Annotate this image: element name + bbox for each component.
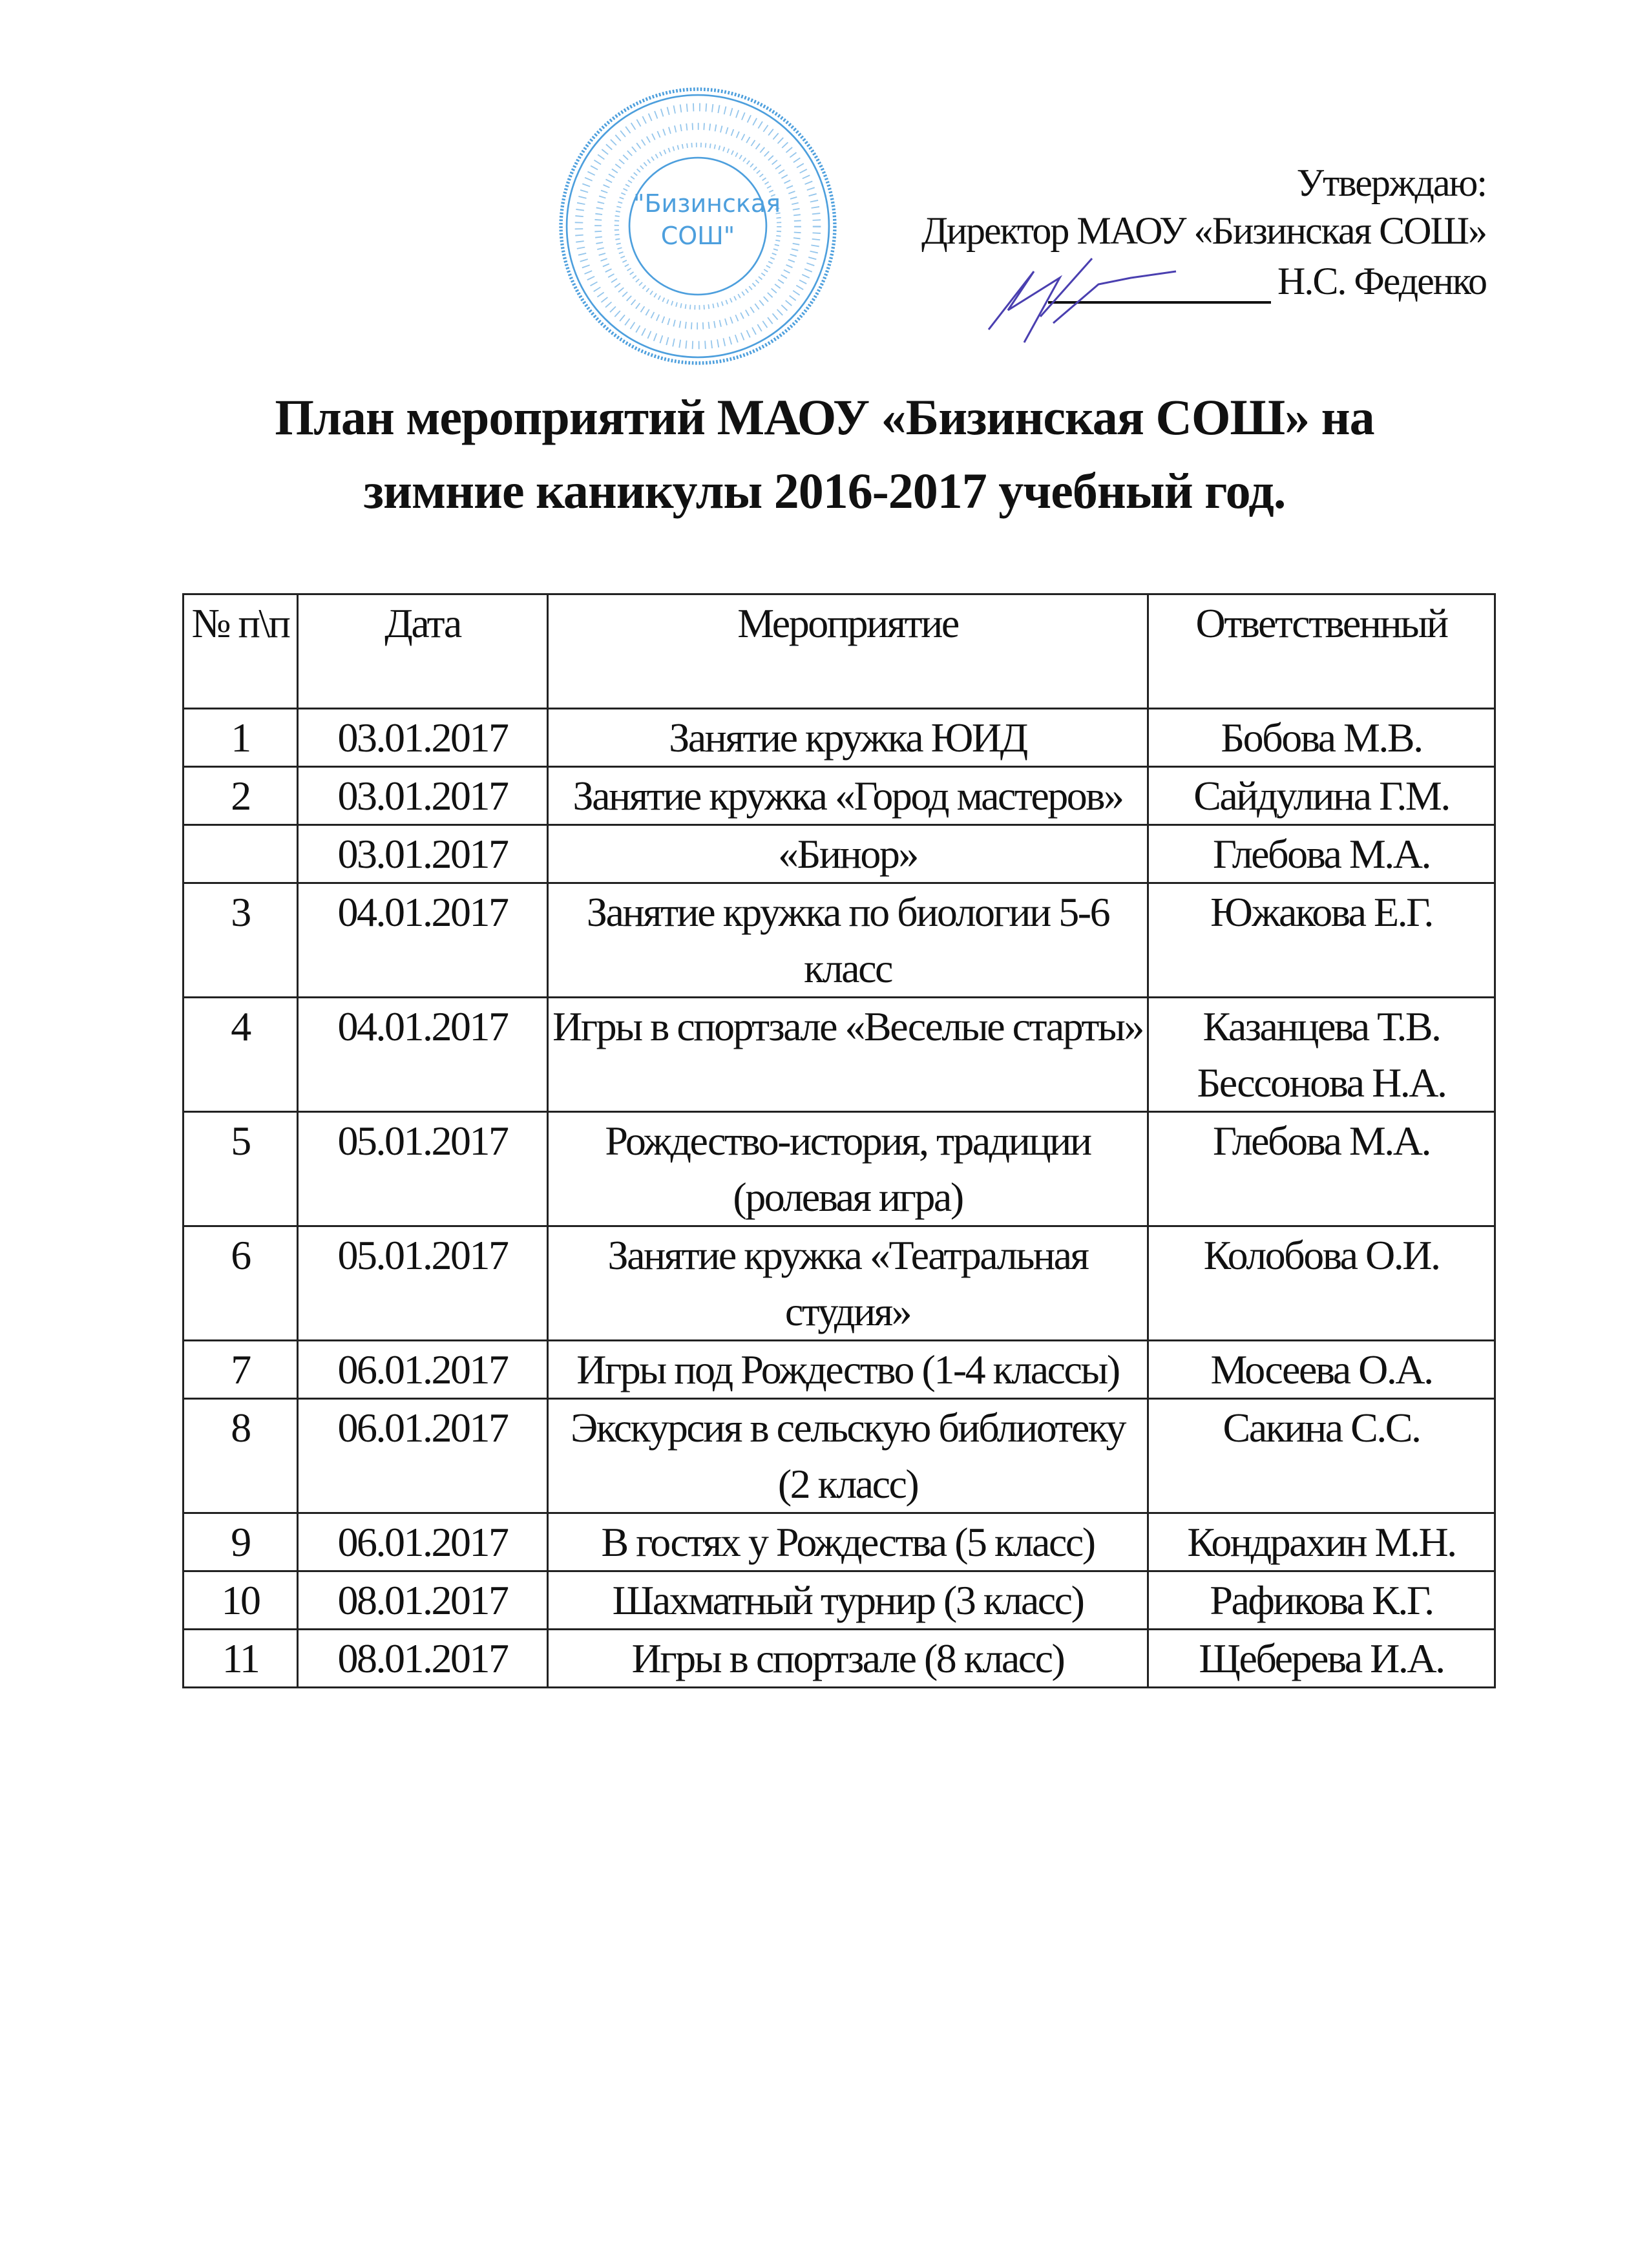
cell-number: 10 bbox=[184, 1571, 298, 1630]
cell-number: 9 bbox=[184, 1513, 298, 1571]
cell-number: 8 bbox=[184, 1399, 298, 1513]
cell-responsible: Глебова М.А. bbox=[1148, 825, 1495, 883]
cell-number: 1 bbox=[184, 709, 298, 767]
document-title-line1: План мероприятий МАОУ «Бизинская СОШ» на bbox=[275, 389, 1374, 445]
cell-responsible: Рафикова К.Г. bbox=[1148, 1571, 1495, 1630]
cell-number: 2 bbox=[184, 767, 298, 825]
events-table bbox=[182, 593, 1496, 1688]
table-row bbox=[184, 1112, 1495, 1226]
approval-label: Утверждаю: bbox=[1296, 162, 1486, 204]
header-responsible: Ответственный bbox=[1148, 594, 1495, 709]
cell-date: 04.01.2017 bbox=[298, 883, 548, 998]
cell-responsible: Казанцева Т.В. Бессонова Н.А. bbox=[1148, 998, 1495, 1112]
cell-event: Игры в спортзале «Веселые старты» bbox=[548, 998, 1148, 1112]
header-date: Дата bbox=[298, 594, 548, 709]
table-row bbox=[184, 1341, 1495, 1399]
cell-event: Занятие кружка «Город мастеров» bbox=[548, 767, 1148, 825]
cell-number: 3 bbox=[184, 883, 298, 998]
table-row bbox=[184, 1226, 1495, 1341]
cell-date: 03.01.2017 bbox=[298, 767, 548, 825]
cell-date: 03.01.2017 bbox=[298, 709, 548, 767]
table-row bbox=[184, 767, 1495, 825]
cell-number: 7 bbox=[184, 1341, 298, 1399]
cell-event: Занятие кружка ЮИД bbox=[548, 709, 1148, 767]
cell-number bbox=[184, 825, 298, 883]
header-event: Мероприятие bbox=[548, 594, 1148, 709]
cell-date: 04.01.2017 bbox=[298, 998, 548, 1112]
cell-date: 08.01.2017 bbox=[298, 1571, 548, 1630]
cell-date: 05.01.2017 bbox=[298, 1226, 548, 1341]
cell-responsible: Кондрахин М.Н. bbox=[1148, 1513, 1495, 1571]
cell-number: 11 bbox=[184, 1630, 298, 1688]
table-row bbox=[184, 998, 1495, 1112]
table-row bbox=[184, 1513, 1495, 1571]
cell-event: Рождество-история, традиции (ролевая игра) bbox=[548, 1112, 1148, 1226]
table-row bbox=[184, 709, 1495, 767]
handwritten-signature bbox=[963, 246, 1247, 349]
cell-event: Шахматный турнир (3 класс) bbox=[548, 1571, 1148, 1630]
cell-responsible: Сакина С.С. bbox=[1148, 1399, 1495, 1513]
cell-date: 08.01.2017 bbox=[298, 1630, 548, 1688]
cell-date: 06.01.2017 bbox=[298, 1513, 548, 1571]
cell-date: 06.01.2017 bbox=[298, 1399, 548, 1513]
table-row bbox=[184, 825, 1495, 883]
cell-responsible: Бобова М.В. bbox=[1148, 709, 1495, 767]
table-row bbox=[184, 1630, 1495, 1688]
approval-position: Директор МАОУ «Бизинская СОШ» bbox=[921, 209, 1486, 252]
table-row bbox=[184, 1571, 1495, 1630]
cell-event: «Бинор» bbox=[548, 825, 1148, 883]
cell-responsible: Сайдулина Г.М. bbox=[1148, 767, 1495, 825]
cell-date: 03.01.2017 bbox=[298, 825, 548, 883]
cell-responsible: Колобова О.И. bbox=[1148, 1226, 1495, 1341]
cell-number: 5 bbox=[184, 1112, 298, 1226]
cell-responsible: Южакова Е.Г. bbox=[1148, 883, 1495, 998]
table-row bbox=[184, 1399, 1495, 1513]
cell-responsible: Мосеева О.А. bbox=[1148, 1341, 1495, 1399]
cell-number: 4 bbox=[184, 998, 298, 1112]
cell-responsible: Глебова М.А. bbox=[1148, 1112, 1495, 1226]
cell-event: Экскурсия в сельскую библиотеку (2 класс) bbox=[548, 1399, 1148, 1513]
stamp-center-text: "Бизинская СОШ" bbox=[633, 189, 781, 250]
cell-number: 6 bbox=[184, 1226, 298, 1341]
cell-event: Игры в спортзале (8 класс) bbox=[548, 1630, 1148, 1688]
cell-event: В гостях у Рождества (5 класс) bbox=[548, 1513, 1148, 1571]
document-title-line2: зимние каникулы 2016-2017 учебный год. bbox=[363, 463, 1286, 519]
director-name: Н.С. Феденко bbox=[1277, 260, 1486, 302]
cell-event: Занятие кружка «Театральная студия» bbox=[548, 1226, 1148, 1341]
cell-date: 06.01.2017 bbox=[298, 1341, 548, 1399]
cell-date: 05.01.2017 bbox=[298, 1112, 548, 1226]
official-stamp bbox=[556, 84, 840, 368]
cell-event: Занятие кружка по биологии 5-6 класс bbox=[548, 883, 1148, 998]
table-header-row bbox=[184, 594, 1495, 709]
table-row bbox=[184, 883, 1495, 998]
cell-responsible: Щеберева И.А. bbox=[1148, 1630, 1495, 1688]
header-number: № п\п bbox=[184, 594, 298, 709]
cell-event: Игры под Рождество (1-4 классы) bbox=[548, 1341, 1148, 1399]
